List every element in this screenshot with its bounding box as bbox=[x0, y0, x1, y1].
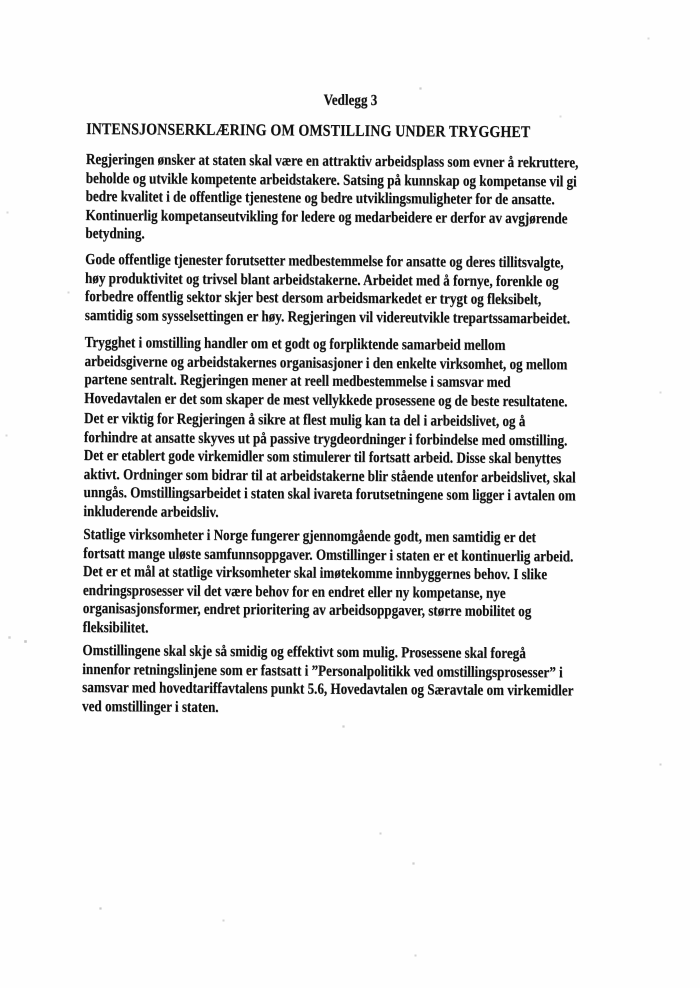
text-line: samtidig som sysselsettingen er høy. Regjeringen vil videreutvikle trepartssamarbeidet. bbox=[84, 306, 571, 327]
text-line: fortsatt mange uløste samfunnsoppgaver. Omstillinger i staten er et kontinuerlig arbeid. bbox=[83, 544, 574, 565]
document-content bbox=[80, 0, 615, 988]
text-line: Regjeringen ønsker at staten skal være en attraktiv arbeidsplass som evner å rekruttere, bbox=[85, 150, 579, 172]
text-line: fleksibilitet. bbox=[82, 618, 149, 636]
appendix-label: Vedlegg 3 bbox=[323, 91, 378, 110]
text-line: endringsprosesser vil det være behov for en endret eller ny kompetanse, nye bbox=[82, 581, 506, 602]
text-line: unngås. Omstillingsarbeidet i staten skal ivareta forutsetningene som ligger i avtalen om bbox=[83, 483, 576, 505]
text-line: høy produktivitet og trivsel blant arbeidstakerne. Arbeidet med å fornye, forenkle og bbox=[84, 269, 559, 290]
paragraph bbox=[85, 251, 614, 329]
paragraph bbox=[84, 334, 613, 412]
text-line: ved omstillinger i staten. bbox=[82, 697, 219, 716]
text-line: arbeidsgiverne og arbeidstakernes organisasjoner i den enkelte virksomhet, og mellom bbox=[84, 352, 568, 373]
text-line: Omstillingene skal skje så smidig og effektivt som mulig. Prosessene skal foregå bbox=[82, 641, 526, 663]
text-line: Hovedavtalen er det som skaper de mest vellykkede prosessene og de beste resultatene. bbox=[84, 389, 568, 410]
scan-noise bbox=[0, 0, 1, 1]
text-line: organisasjonsformer, endret prioritering av arbeidsoppgaver, større mobilitet og bbox=[82, 599, 532, 621]
text-line: samsvar med hovedtariffavtalens punkt 5.6, Hovedavtalen og Særavtale om virkemidler bbox=[82, 678, 574, 700]
text-line: beholde og utvikle kompetente arbeidstakere. Satsing på kunnskap og kompetanse vil gi bbox=[85, 169, 577, 190]
text-line: forhindre at ansatte skyves ut på passive trygdeordninger i forbindelse med omstilling. bbox=[83, 428, 568, 449]
text-line: innenfor retningslinjene som er fastsatt i ”Personalpolitikk ved omstillingsprosesser” i bbox=[82, 660, 563, 681]
text-line: Trygghet i omstilling handler om et godt og forpliktende samarbeid mellom bbox=[84, 333, 506, 354]
text-line: Det er etablert gode virkemidler som stimulerer til fortsatt arbeid. Disse skal benyttes bbox=[83, 446, 562, 468]
paragraph bbox=[85, 151, 614, 247]
text-line: Det er viktig for Regjeringen å sikre at flest mulig kan ta del i arbeidslivet, og å bbox=[84, 409, 526, 431]
text-line: aktivt. Ordninger som bidrar til at arbeidstakerne blir stående utenfor arbeidslivet, skal bbox=[83, 465, 576, 486]
text-line: partene sentralt. Regjeringen mener at reell medbestemmelse i samsvar med bbox=[84, 370, 511, 391]
document-title: INTENSJONSERKLÆRING OM OMSTILLING UNDER TRYGGHET bbox=[86, 118, 531, 142]
paragraph bbox=[83, 526, 612, 641]
text-line: Kontinuerlig kompetanseutvikling for ledere og medarbeidere er derfor av avgjørende bbox=[85, 206, 568, 227]
text-line: Statlige virksomheter i Norge fungerer gjennomgående godt, men samtidig er det bbox=[83, 525, 536, 547]
text-line: betydning. bbox=[85, 224, 145, 243]
text-line: bedre kvalitet i de offentlige tjenestene og bedre utviklingsmuligheter for de ansatte. bbox=[85, 187, 555, 209]
text-line: forbedre offentlig sektor skjer best dersom arbeidsmarkedet er trygt og fleksibelt, bbox=[84, 287, 542, 309]
text-line: inkluderende arbeidsliv. bbox=[83, 502, 219, 521]
paragraph bbox=[82, 642, 611, 720]
text-line: Gode offentlige tjenester forutsetter medbestemmelse for ansatte og deres tillitsvalgte, bbox=[85, 250, 564, 272]
text-line: Det er et mål at statlige virksomheter skal imøtekomme innbyggernes behov. I slike bbox=[82, 562, 548, 584]
paragraph bbox=[83, 410, 612, 525]
